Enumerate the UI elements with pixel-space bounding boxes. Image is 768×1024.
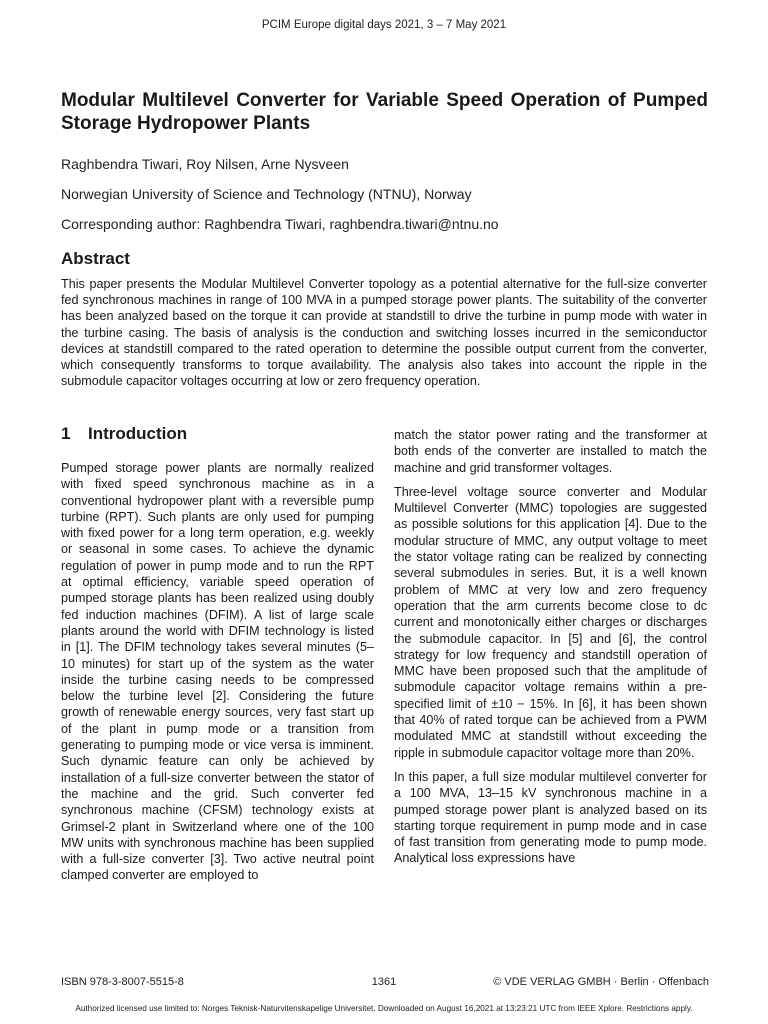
conference-header: PCIM Europe digital days 2021, 3 – 7 May 2021 bbox=[261, 19, 507, 31]
right-column bbox=[394, 427, 707, 875]
footer-isbn: ISBN 978-3-8007-5515-8 bbox=[61, 976, 184, 988]
section-heading-introduction bbox=[61, 424, 187, 444]
affiliation: Norwegian University of Science and Technology (NTNU), Norway bbox=[61, 186, 472, 202]
license-notice: Authorized licensed use limited to: Norges Teknisk-Naturvitenskapelige Universitet. Downloaded on August 16,2021 at 13:23:21 UTC from IEEE Xplore. Restrictions apply. bbox=[75, 1004, 693, 1013]
paper-title: Modular Multilevel Converter for Variable Speed Operation of Pumped Storage Hydropower Plants bbox=[61, 90, 708, 134]
paragraph: Three-level voltage source converter and Modular Multilevel Converter (MMC) topologies are suggested as possible solutions for this application [4]. Due to the modular structure of MMC, any output voltage to meet the stator voltage rating can be realized by connecting several submodules in series. But, it is a well known problem of MMC at very low and zero frequency operation that the arm currents become close to dc current and monotonically either charges or discharges the submodule capacitor. In [5] and [6], the control strategy for low frequency and standstill operation of MMC have been proposed such that the amplitude of submodule capacitor voltage remains within a pre-specified limit of ±10 − 15%. In [6], it has been shown that 40% of rated torque can be achieved from a PWM modulated MMC at standstill without exceeding the ripple in submodule capacitor voltage more than 20%. bbox=[394, 484, 707, 760]
footer-publisher: © VDE VERLAG GMBH · Berlin · Offenbach bbox=[493, 976, 709, 988]
author-list: Raghbendra Tiwari, Roy Nilsen, Arne Nysveen bbox=[61, 156, 349, 172]
footer-page-number: 1361 bbox=[371, 976, 397, 988]
section-number: 1 bbox=[61, 424, 71, 443]
paragraph: Pumped storage power plants are normally realized with fixed speed synchronous machine as in a conventional hydropower plant with a reversible pump turbine (RPT). Such plants are only used for pumping with fixed power for a long term operation, e.g. weekly or seasonal in some cases. To achieve the dynamic regulation of power in pump mode and to run the RPT at optimal efficiency, variable speed operation of pumped storage plants has been realized using doubly fed induction machines (DFIM). A list of large scale plants around the world with DFIM technology is listed in [1]. The DFIM technology takes several minutes (5–10 minutes) for start up of the system as the water inside the turbine casing needs to be compressed below the turbine level [2]. Considering the future growth of renewable energy sources, very fast start up of the plant in pump mode or a transition from generating to pumping mode or vice versa is imminent. Such dynamic feature can only be achieved by installation of a full-size converter between the stator of the machine and the grid. Such converter fed synchronous machine (CFSM) technology exists at Grimsel-2 plant in Switzerland where one of the 100 MW units with synchronous machine has been supplied with a full-size converter [3]. Two active neutral point clamped converter are employed to bbox=[61, 461, 374, 883]
corresponding-author: Corresponding author: Raghbendra Tiwari, raghbendra.tiwari@ntnu.no bbox=[61, 216, 499, 232]
left-column bbox=[61, 460, 374, 892]
abstract-heading: Abstract bbox=[61, 249, 130, 268]
section-title: Introduction bbox=[88, 424, 188, 443]
paragraph: match the stator power rating and the transformer at both ends of the converter are installed to match the machine and grid transformer voltages. bbox=[394, 428, 707, 475]
paragraph: In this paper, a full size modular multilevel converter for a 100 MVA, 13–15 kV synchronous machine in a pumped storage power plant is analyzed based on its starting torque requirement in pump mode and in case of fast transition from generating mode to pump mode. Analytical loss expressions have bbox=[394, 769, 707, 866]
abstract-text: This paper presents the Modular Multilevel Converter topology as a potential alternative for the full-size converter fed synchronous machines in range of 100 MVA in a pumped storage power plants. The suitability of the converter has been analyzed based on the torque it can provide at standstill to drive the turbine in pump mode with water in the turbine casing. The basis of analysis is the conduction and switching losses incurred in the semiconductor devices at standstill compared to the rated operation to determine the possible output current from the converter, which consequently transforms to torque availability. The analysis also takes into account the ripple in the submodule capacitor voltages occurring at low or zero frequency operation. bbox=[61, 277, 707, 389]
